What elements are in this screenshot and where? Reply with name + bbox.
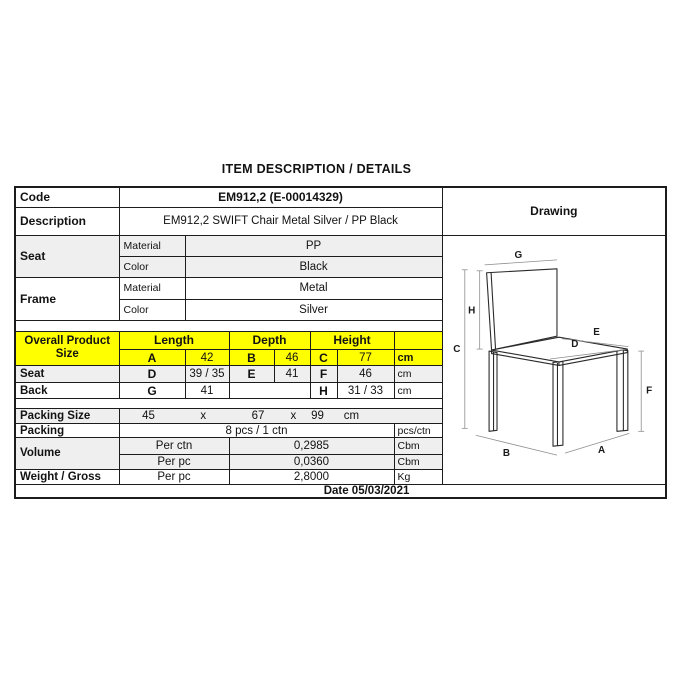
seat-material-label: Material	[119, 235, 185, 256]
seat-dims-label: Seat	[15, 366, 119, 383]
per-pc-label: Per pc	[119, 454, 229, 469]
overall-height-value: 77	[337, 350, 394, 366]
chair-drawing	[443, 236, 665, 479]
seat-depth-value: 41	[274, 366, 310, 383]
back-length-key: G	[119, 383, 185, 399]
chair-leg-right	[617, 349, 628, 431]
frame-material-value: Metal	[185, 277, 442, 299]
overall-height-key: C	[310, 350, 337, 366]
per-ctn-unit: Cbm	[394, 438, 442, 454]
frame-label: Frame	[15, 277, 119, 320]
height-header: Height	[310, 331, 394, 349]
packing-size-v1: 45	[142, 410, 155, 423]
seat-label: Seat	[15, 235, 119, 277]
seat-height-key: F	[310, 366, 337, 383]
date-value: Date 05/03/2021	[15, 484, 666, 498]
seat-height-value: 46	[337, 366, 394, 383]
packing-size-unit: cm	[343, 410, 360, 423]
packing-label: Packing	[15, 424, 119, 438]
seat-material-row	[15, 235, 666, 256]
dim-label-c: C	[452, 343, 461, 355]
depth-header: Depth	[229, 331, 310, 349]
dim-label-f: F	[645, 385, 652, 397]
frame-material-label: Material	[119, 277, 185, 299]
back-dims-label: Back	[15, 383, 119, 399]
overall-depth-key: B	[229, 350, 274, 366]
weight-label: Weight / Gross	[15, 469, 119, 484]
seat-color-value: Black	[185, 256, 442, 277]
packing-size-label: Packing Size	[15, 409, 119, 424]
spec-table	[14, 186, 667, 499]
spacer	[15, 320, 442, 331]
back-length-value: 41	[185, 383, 229, 399]
dim-line-b	[475, 435, 556, 455]
dim-label-b: B	[502, 447, 510, 459]
back-dims-unit: cm	[394, 383, 442, 399]
frame-color-label: Color	[119, 299, 185, 320]
weight-value: 2,8000	[229, 469, 394, 484]
description-value: EM912,2 SWIFT Chair Metal Silver / PP Black	[119, 207, 442, 235]
overall-length-value: 42	[185, 350, 229, 366]
packing-unit: pcs/ctn	[394, 424, 442, 438]
packing-value: 8 pcs / 1 ctn	[119, 424, 394, 438]
packing-size-v3: 99	[311, 410, 324, 423]
dim-label-g: G	[514, 249, 522, 261]
overall-length-key: A	[119, 350, 185, 366]
code-row	[15, 187, 666, 207]
packing-size-x2: x	[290, 410, 297, 423]
page-title: ITEM DESCRIPTION / DETAILS	[221, 162, 412, 176]
code-value: EM912,2 (E-00014329)	[119, 187, 442, 207]
dim-label-e: E	[592, 326, 600, 338]
per-pc-unit: Cbm	[394, 454, 442, 469]
seat-color-label: Color	[119, 256, 185, 277]
seat-material-value: PP	[185, 235, 442, 256]
back-height-value: 31 / 33	[337, 383, 394, 399]
dim-label-h: H	[467, 304, 475, 316]
packing-size-value	[119, 409, 442, 424]
spacer	[15, 399, 442, 409]
overall-unit: cm	[394, 350, 442, 366]
length-header: Length	[119, 331, 229, 349]
back-height-key: H	[310, 383, 337, 399]
per-ctn-value: 0,2985	[229, 438, 394, 454]
seat-depth-key: E	[229, 366, 274, 383]
weight-per-label: Per pc	[119, 469, 229, 484]
description-label: Description	[15, 207, 119, 235]
dim-label-a: A	[597, 444, 605, 456]
packing-size-x1: x	[200, 410, 207, 423]
overall-size-label: Overall Product Size	[15, 331, 119, 365]
date-row	[15, 484, 666, 498]
packing-size-v2: 67	[251, 410, 265, 423]
frame-color-value: Silver	[185, 299, 442, 320]
per-ctn-label: Per ctn	[119, 438, 229, 454]
code-label: Code	[15, 187, 119, 207]
seat-length-value: 39 / 35	[185, 366, 229, 383]
per-pc-value: 0,0360	[229, 454, 394, 469]
dim-label-d: D	[570, 338, 578, 350]
weight-unit: Kg	[394, 469, 442, 484]
drawing-cell	[442, 235, 666, 484]
seat-dims-unit: cm	[394, 366, 442, 383]
chair-backrest	[486, 268, 556, 349]
overall-depth-value: 46	[274, 350, 310, 366]
back-depth-empty	[229, 383, 310, 399]
volume-label: Volume	[15, 438, 119, 469]
seat-length-key: D	[119, 366, 185, 383]
unit-header-empty	[394, 331, 442, 349]
drawing-header: Drawing	[442, 187, 666, 235]
